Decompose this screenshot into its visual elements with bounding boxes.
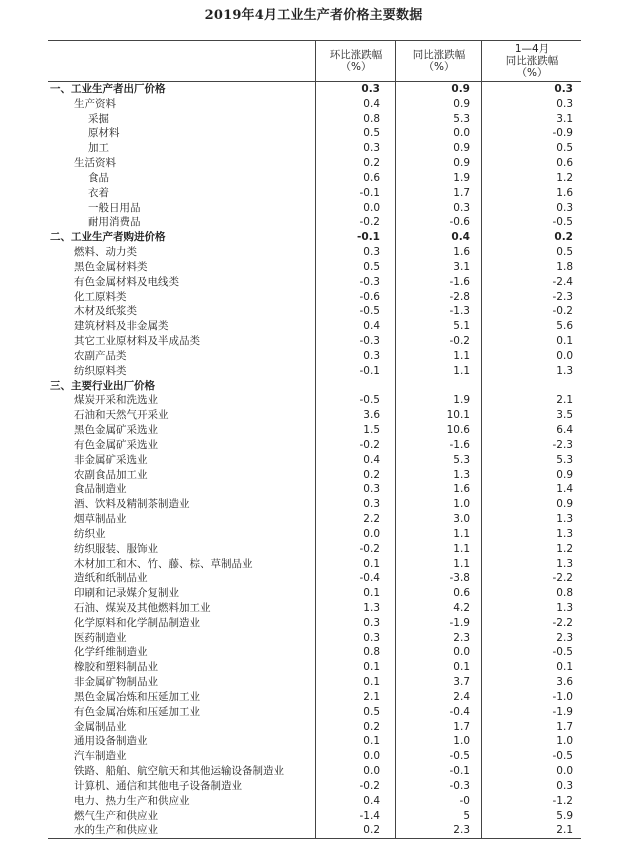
ytd-yoy-value: 0.9 — [556, 498, 573, 511]
yoy-value: 1.7 — [453, 186, 470, 199]
yoy-value: -0.2 — [449, 335, 470, 348]
mom-value: 1.5 — [363, 424, 380, 437]
yoy-value: 5 — [463, 809, 470, 822]
row-label: 电力、热力生产和供应业 — [74, 794, 190, 807]
mom-value: -0.5 — [359, 305, 380, 318]
yoy-value: 2.3 — [453, 824, 470, 837]
row-label: 一、工业生产者出厂价格 — [50, 83, 166, 95]
ytd-yoy-value: 1.2 — [556, 542, 573, 555]
row-label: 通用设备制造业 — [74, 735, 148, 748]
table-bottom-rule — [48, 838, 581, 839]
mom-value: 0.4 — [363, 97, 380, 110]
yoy-value: 1.9 — [453, 394, 470, 407]
mom-value: 0.0 — [363, 201, 380, 214]
ytd-yoy-value: -2.3 — [552, 438, 573, 451]
yoy-value: 1.7 — [453, 720, 470, 733]
yoy-value: 5.3 — [453, 453, 470, 466]
ytd-yoy-value: 0.3 — [556, 97, 573, 110]
row-label: 黑色金属矿采选业 — [74, 424, 158, 437]
row-label: 水的生产和供应业 — [74, 824, 158, 837]
ytd-yoy-value: -0.5 — [552, 216, 573, 229]
mom-value: 0.4 — [363, 320, 380, 333]
ytd-yoy-value: 1.3 — [556, 364, 573, 377]
yoy-value: 1.9 — [453, 171, 470, 184]
ytd-yoy-value: 0.3 — [554, 83, 573, 95]
yoy-value: 3.7 — [453, 676, 470, 689]
row-label: 纺织原料类 — [74, 364, 127, 377]
yoy-value: 1.3 — [453, 468, 470, 481]
mom-value: 0.3 — [361, 83, 380, 95]
header-yoy-change — [395, 41, 482, 81]
mom-value: -0.5 — [359, 394, 380, 407]
yoy-value: 1.1 — [453, 542, 470, 555]
mom-value: 0.2 — [363, 824, 380, 837]
row-label: 衣着 — [88, 186, 109, 199]
row-label: 煤炭开采和洗选业 — [74, 394, 158, 407]
row-label: 烟草制品业 — [74, 513, 127, 526]
ytd-yoy-value: 1.3 — [556, 527, 573, 540]
mom-value: -1.4 — [359, 809, 380, 822]
ytd-yoy-value: -0.9 — [552, 127, 573, 140]
row-label: 加工 — [88, 142, 109, 155]
row-label: 计算机、通信和其他电子设备制造业 — [74, 779, 242, 792]
ytd-yoy-value: -0.5 — [552, 750, 573, 763]
ytd-yoy-value: -1.9 — [552, 705, 573, 718]
row-label: 食品制造业 — [74, 483, 127, 496]
yoy-value: -1.9 — [449, 616, 470, 629]
page-title: 2019年4月工业生产者价格主要数据 — [204, 8, 423, 23]
row-label: 石油、煤炭及其他燃料加工业 — [74, 601, 211, 614]
yoy-value: 1.0 — [453, 498, 470, 511]
yoy-value: 5.1 — [453, 320, 470, 333]
ytd-yoy-value: -2.3 — [552, 290, 573, 303]
mom-value: -0.2 — [359, 542, 380, 555]
row-label: 耐用消费品 — [88, 216, 141, 229]
row-label: 造纸和纸制品业 — [74, 572, 148, 585]
yoy-value: 2.3 — [453, 631, 470, 644]
ytd-yoy-value: 1.4 — [556, 483, 573, 496]
ytd-yoy-value: 0.1 — [556, 661, 573, 674]
yoy-value: 10.6 — [446, 424, 470, 437]
yoy-value: 1.6 — [453, 246, 470, 259]
ytd-yoy-value: 0.1 — [556, 335, 573, 348]
yoy-value: -1.6 — [449, 275, 470, 288]
mom-value: 3.6 — [363, 409, 380, 422]
ytd-yoy-value — [488, 379, 573, 394]
mom-value: -0.6 — [359, 290, 380, 303]
ytd-yoy-value: 0.9 — [556, 468, 573, 481]
column-divider — [395, 80, 396, 838]
mom-value: 0.8 — [363, 112, 380, 125]
mom-value: 0.3 — [363, 631, 380, 644]
mom-value: 0.0 — [363, 527, 380, 540]
mom-value: 0.5 — [363, 260, 380, 273]
mom-value: 0.1 — [363, 557, 380, 570]
row-label: 有色金属材料及电线类 — [74, 275, 179, 288]
yoy-value: 0.9 — [451, 83, 470, 95]
row-label: 生活资料 — [74, 157, 116, 170]
mom-value — [318, 379, 380, 394]
ytd-yoy-value: 0.3 — [556, 201, 573, 214]
row-label: 食品 — [88, 171, 109, 184]
mom-value: -0.2 — [359, 438, 380, 451]
yoy-value: 1.1 — [453, 349, 470, 362]
yoy-value: -2.8 — [449, 290, 470, 303]
row-label: 酒、饮料及精制茶制造业 — [74, 498, 190, 511]
row-label: 非金属矿采选业 — [74, 453, 148, 466]
ytd-yoy-value: 2.3 — [556, 631, 573, 644]
ytd-yoy-value: -2.2 — [552, 616, 573, 629]
row-label: 化学原料和化学制品制造业 — [74, 616, 200, 629]
row-label: 有色金属矿采选业 — [74, 438, 158, 451]
mom-value: 0.3 — [363, 498, 380, 511]
mom-value: 0.4 — [363, 794, 380, 807]
ytd-yoy-value: 2.1 — [556, 824, 573, 837]
yoy-value: 0.9 — [453, 97, 470, 110]
row-label: 木材加工和木、竹、藤、棕、草制品业 — [74, 557, 253, 570]
mom-value: -0.1 — [359, 364, 380, 377]
ytd-yoy-value: 1.3 — [556, 513, 573, 526]
ytd-yoy-value: 5.3 — [556, 453, 573, 466]
row-label: 建筑材料及非金属类 — [74, 320, 169, 333]
yoy-value: 0.0 — [453, 646, 470, 659]
header-yoy-label: 同比涨跌幅 — [412, 49, 466, 61]
yoy-value: -3.8 — [449, 572, 470, 585]
yoy-value: -1.6 — [449, 438, 470, 451]
ytd-yoy-value: -0.2 — [552, 305, 573, 318]
mom-value: 2.2 — [363, 513, 380, 526]
ytd-yoy-value: 1.3 — [556, 557, 573, 570]
mom-value: 0.4 — [363, 453, 380, 466]
row-label: 金属制品业 — [74, 720, 127, 733]
row-label: 农副产品类 — [74, 349, 127, 362]
yoy-value: 5.3 — [453, 112, 470, 125]
header-ytd-period: 1—4月 — [514, 43, 550, 55]
header-mom-unit: （%） — [340, 61, 372, 73]
yoy-value: 0.1 — [453, 661, 470, 674]
ytd-yoy-value: 2.1 — [556, 394, 573, 407]
row-label: 生产资料 — [74, 97, 116, 110]
header-mom-change — [315, 41, 396, 81]
mom-value: 0.3 — [363, 483, 380, 496]
mom-value: -0.2 — [359, 779, 380, 792]
ytd-yoy-value: -2.4 — [552, 275, 573, 288]
ytd-yoy-value: -1.2 — [552, 794, 573, 807]
yoy-value: -1.3 — [449, 305, 470, 318]
yoy-value: 10.1 — [446, 409, 470, 422]
row-label: 农副食品加工业 — [74, 468, 148, 481]
ytd-yoy-value: -2.2 — [552, 572, 573, 585]
yoy-value: 1.1 — [453, 557, 470, 570]
row-label: 黑色金属材料类 — [74, 260, 148, 273]
mom-value: 0.2 — [363, 468, 380, 481]
mom-value: 0.1 — [363, 587, 380, 600]
ytd-yoy-value: 1.3 — [556, 601, 573, 614]
mom-value: 0.1 — [363, 676, 380, 689]
mom-value: 0.3 — [363, 616, 380, 629]
ytd-yoy-value: -0.5 — [552, 646, 573, 659]
mom-value: 0.2 — [363, 157, 380, 170]
mom-value: 0.2 — [363, 720, 380, 733]
ytd-yoy-value: 3.1 — [556, 112, 573, 125]
row-label: 一般日用品 — [88, 201, 141, 214]
column-divider — [481, 80, 482, 838]
yoy-value: 3.1 — [453, 260, 470, 273]
row-label: 铁路、船舶、航空航天和其他运输设备制造业 — [74, 765, 284, 778]
mom-value: 0.6 — [363, 171, 380, 184]
mom-value: 2.1 — [363, 690, 380, 703]
ytd-yoy-value: 0.2 — [554, 231, 573, 244]
mom-value: -0.4 — [359, 572, 380, 585]
ytd-yoy-value: 1.6 — [556, 186, 573, 199]
row-label: 三、主要行业出厂价格 — [50, 379, 155, 392]
yoy-value: 0.3 — [453, 201, 470, 214]
table-header — [48, 40, 581, 82]
mom-value: -0.3 — [359, 275, 380, 288]
ytd-yoy-value: 0.0 — [556, 765, 573, 778]
row-label: 其它工业原材料及半成品类 — [74, 335, 200, 348]
row-label: 化学纤维制造业 — [74, 646, 148, 659]
ytd-yoy-value: 0.5 — [556, 246, 573, 259]
row-label: 纺织服装、服饰业 — [74, 542, 158, 555]
yoy-value: 0.6 — [453, 587, 470, 600]
yoy-value: 1.1 — [453, 527, 470, 540]
ytd-yoy-value: 0.5 — [556, 142, 573, 155]
column-divider — [315, 80, 316, 838]
ytd-yoy-value: 1.0 — [556, 735, 573, 748]
yoy-value: -0.1 — [449, 765, 470, 778]
yoy-value: 0.4 — [451, 231, 470, 244]
row-label: 橡胶和塑料制品业 — [74, 661, 158, 674]
mom-value: 0.3 — [363, 142, 380, 155]
ytd-yoy-value: 3.5 — [556, 409, 573, 422]
row-label: 采掘 — [88, 112, 109, 125]
mom-value: -0.1 — [359, 186, 380, 199]
yoy-value: -0.5 — [449, 750, 470, 763]
ytd-yoy-value: 1.7 — [556, 720, 573, 733]
row-label: 燃料、动力类 — [74, 246, 137, 259]
row-label: 非金属矿物制品业 — [74, 676, 158, 689]
price-data-table — [48, 40, 581, 838]
ytd-yoy-value: 0.3 — [556, 779, 573, 792]
ytd-yoy-value: 0.8 — [556, 587, 573, 600]
ytd-yoy-value: 1.8 — [556, 260, 573, 273]
mom-value: 0.3 — [363, 349, 380, 362]
row-label: 燃气生产和供应业 — [74, 809, 158, 822]
row-label: 黑色金属冶炼和压延加工业 — [74, 690, 200, 703]
ytd-yoy-value: 0.0 — [556, 349, 573, 362]
header-yoy-unit: （%） — [423, 61, 455, 73]
row-label: 纺织业 — [74, 527, 106, 540]
row-label: 二、工业生产者购进价格 — [50, 231, 166, 244]
yoy-value: 1.1 — [453, 364, 470, 377]
row-label: 汽车制造业 — [74, 750, 127, 763]
mom-value: 0.0 — [363, 750, 380, 763]
yoy-value: 3.0 — [453, 513, 470, 526]
ytd-yoy-value: 5.9 — [556, 809, 573, 822]
row-label: 化工原料类 — [74, 290, 127, 303]
mom-value: 0.8 — [363, 646, 380, 659]
mom-value: 0.5 — [363, 127, 380, 140]
yoy-value: 2.4 — [453, 690, 470, 703]
header-ytd-unit: （%） — [516, 67, 548, 79]
yoy-value: 0.0 — [453, 127, 470, 140]
mom-value: 0.3 — [363, 246, 380, 259]
row-label: 石油和天然气开采业 — [74, 409, 169, 422]
row-label: 原材料 — [88, 127, 120, 140]
ytd-yoy-value: 3.6 — [556, 676, 573, 689]
mom-value: 1.3 — [363, 601, 380, 614]
ytd-yoy-value: -1.0 — [552, 690, 573, 703]
yoy-value: 0.9 — [453, 142, 470, 155]
yoy-value: 0.9 — [453, 157, 470, 170]
row-label: 印刷和记录媒介复制业 — [74, 587, 179, 600]
row-label: 医药制造业 — [74, 631, 127, 644]
yoy-value: 1.6 — [453, 483, 470, 496]
row-label: 有色金属冶炼和压延加工业 — [74, 705, 200, 718]
mom-value: -0.2 — [359, 216, 380, 229]
header-ytd-yoy-change — [481, 41, 582, 81]
mom-value: 0.1 — [363, 735, 380, 748]
ytd-yoy-value: 0.6 — [556, 157, 573, 170]
yoy-value: -0 — [459, 794, 470, 807]
yoy-value — [398, 379, 470, 394]
yoy-value: -0.3 — [449, 779, 470, 792]
mom-value: 0.5 — [363, 705, 380, 718]
mom-value: -0.3 — [359, 335, 380, 348]
ytd-yoy-value: 1.2 — [556, 171, 573, 184]
yoy-value: -0.6 — [449, 216, 470, 229]
mom-value: -0.1 — [357, 231, 380, 244]
yoy-value: 1.0 — [453, 735, 470, 748]
yoy-value: -0.4 — [449, 705, 470, 718]
header-mom-label: 环比涨跌幅 — [329, 49, 383, 61]
row-label: 木材及纸浆类 — [74, 305, 137, 318]
ytd-yoy-value: 6.4 — [556, 424, 573, 437]
ytd-yoy-value: 5.6 — [556, 320, 573, 333]
header-ytd-label: 同比涨跌幅 — [505, 55, 559, 67]
mom-value: 0.0 — [363, 765, 380, 778]
yoy-value: 4.2 — [453, 601, 470, 614]
mom-value: 0.1 — [363, 661, 380, 674]
